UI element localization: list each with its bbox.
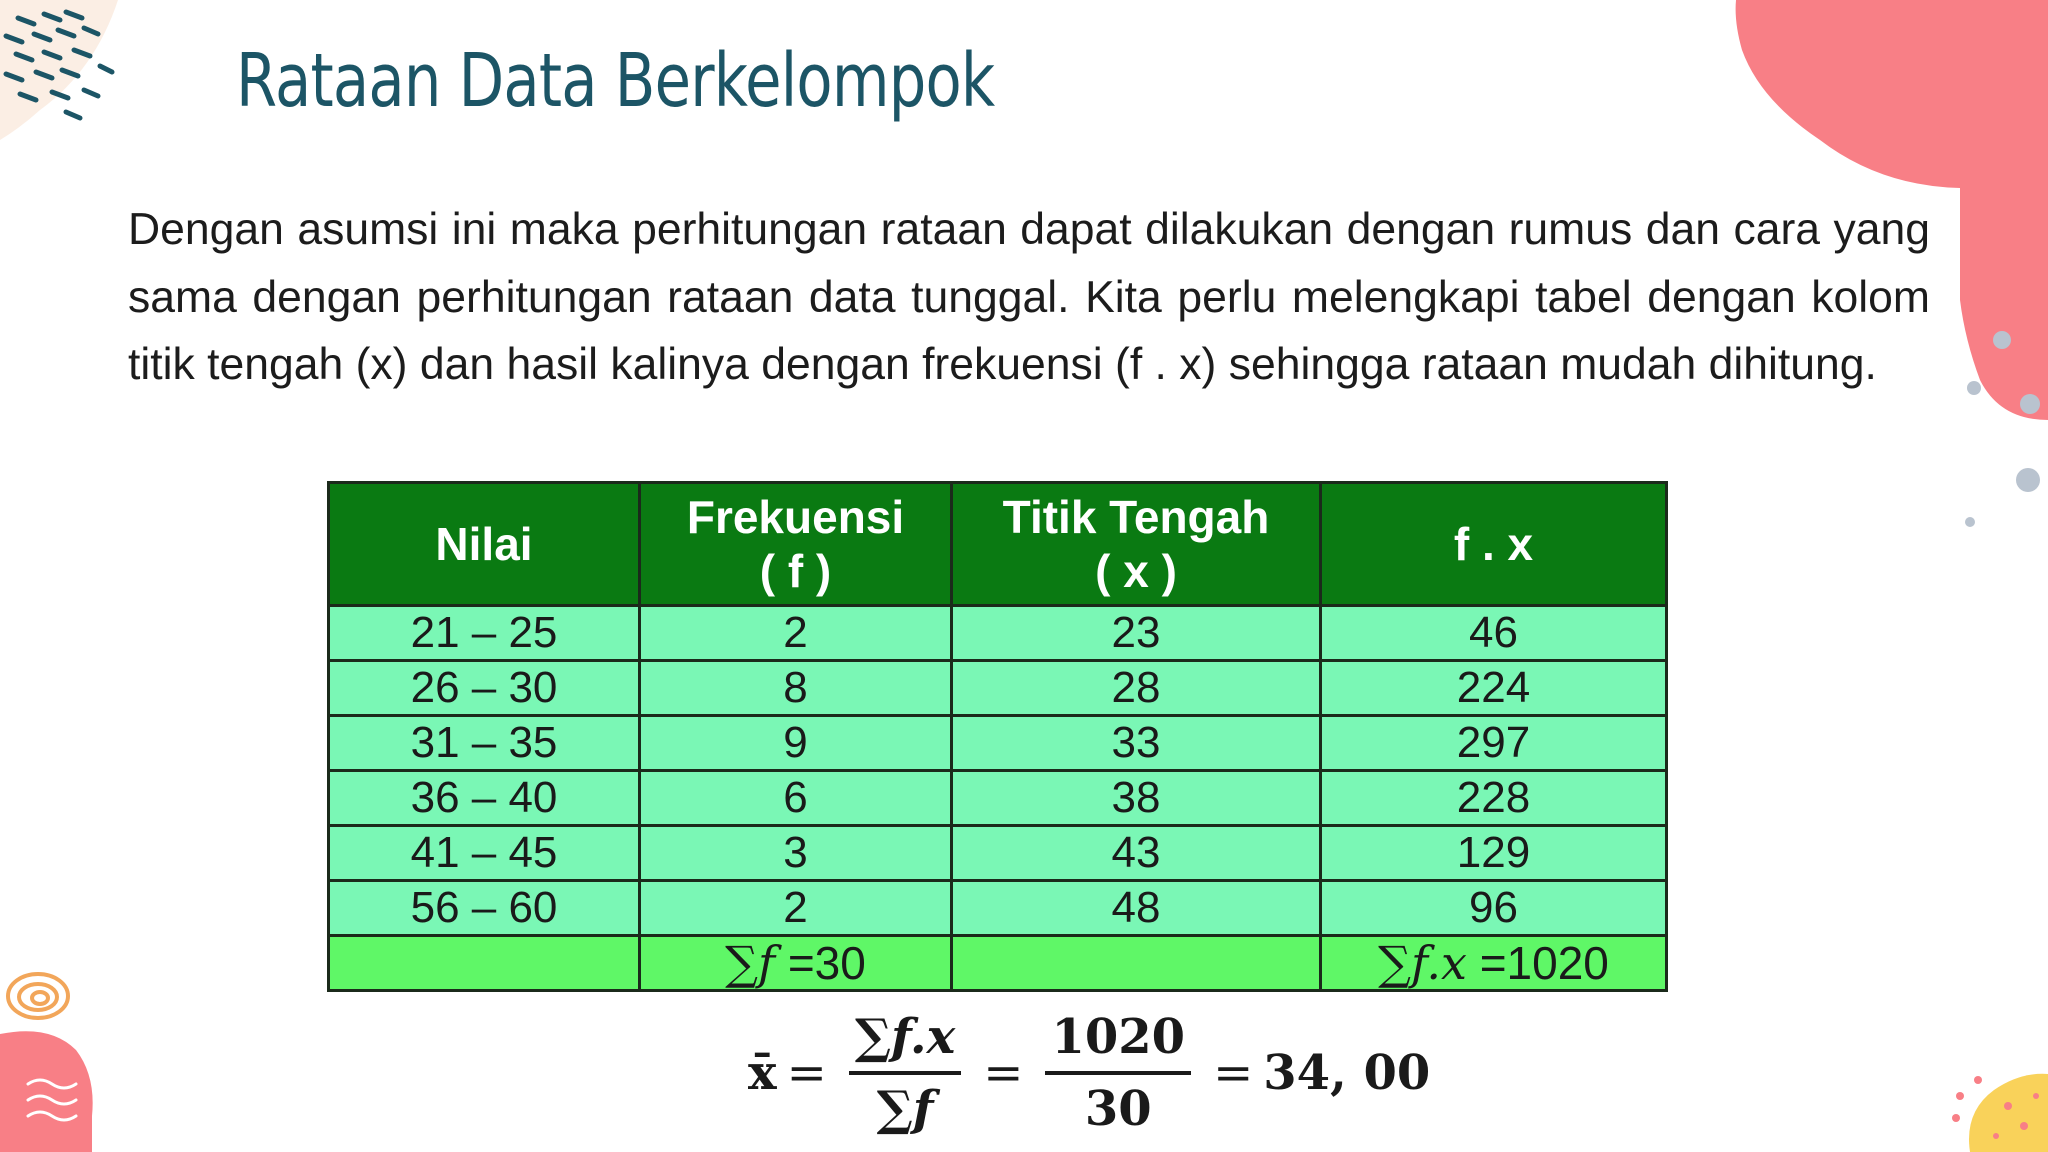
cell-fx: 297: [1321, 716, 1667, 771]
cell-f: 3: [640, 826, 952, 881]
cell-sum-fx: [1321, 936, 1667, 991]
cell-nilai: 36 – 40: [329, 771, 640, 826]
table-row: [329, 716, 1667, 771]
header-frekuensi-line1: Frekuensi: [686, 491, 905, 543]
cell-f: 8: [640, 661, 952, 716]
header-nilai: Nilai: [329, 483, 640, 606]
sigma-symbol: ∑: [854, 1008, 891, 1065]
sigma-symbol: ∑: [725, 936, 758, 990]
frequency-table: [327, 481, 1668, 992]
cell-fx: 46: [1321, 606, 1667, 661]
sigma-symbol: ∑: [876, 1080, 913, 1137]
header-fx: f . x: [1321, 483, 1667, 606]
sum-f-value: =30: [787, 937, 866, 989]
bottom-left-pink-blob: [0, 1030, 100, 1152]
formula-equals: =: [1213, 1044, 1254, 1101]
formula-fraction-numeric: [1045, 1009, 1191, 1137]
cell-nilai: 21 – 25: [329, 606, 640, 661]
body-paragraph: Dengan asumsi ini maka perhitungan rataan dapat dilakukan dengan rumus dan cara yang sama dengan perhitungan rataan data tunggal. Kita perlu melengkapi tabel dengan kolom titik tengah (x) dan hasil kalinya dengan frekuensi (f . x) sehingga rataan mudah dihitung.: [128, 205, 1930, 389]
formula-equals: =: [786, 1044, 827, 1101]
cell-f: 6: [640, 771, 952, 826]
cell-f: 2: [640, 606, 952, 661]
table-total-row: [329, 936, 1667, 991]
cell-fx: 228: [1321, 771, 1667, 826]
formula-xbar: x̄: [748, 1044, 777, 1101]
cell-nilai: 56 – 60: [329, 881, 640, 936]
cell-fx: 96: [1321, 881, 1667, 936]
numerator-variable: f.x: [890, 1008, 956, 1065]
table-row: [329, 606, 1667, 661]
header-titik-tengah: [952, 483, 1321, 606]
sum-fx-variable: f.x: [1410, 936, 1467, 990]
fraction-numerator: [849, 1009, 961, 1075]
cell-f: 2: [640, 881, 952, 936]
table-row: [329, 771, 1667, 826]
cell-sum-f: [640, 936, 952, 991]
cell-nilai: 26 – 30: [329, 661, 640, 716]
cell-nilai: 41 – 45: [329, 826, 640, 881]
cell-f: 9: [640, 716, 952, 771]
swirl-icon: [2, 966, 74, 1026]
sum-f-variable: f: [758, 936, 776, 990]
numeric-denominator: 30: [1084, 1080, 1152, 1137]
cell-fx: 129: [1321, 826, 1667, 881]
header-frekuensi: [640, 483, 952, 606]
fraction-denominator: [877, 1075, 934, 1137]
formula-equals: =: [983, 1044, 1024, 1101]
cell-total-empty: [952, 936, 1321, 991]
top-left-dash-decoration: [0, 0, 140, 140]
cell-total-empty: [329, 936, 640, 991]
mean-formula: [748, 1010, 1430, 1135]
table-row: [329, 826, 1667, 881]
cell-x: 23: [952, 606, 1321, 661]
formula-fraction-symbolic: [849, 1009, 961, 1137]
denominator-variable: f: [912, 1080, 934, 1137]
cell-x: 38: [952, 771, 1321, 826]
cell-fx: 224: [1321, 661, 1667, 716]
cell-x: 48: [952, 881, 1321, 936]
table-header-row: [329, 483, 1667, 606]
cell-x: 28: [952, 661, 1321, 716]
cell-nilai: 31 – 35: [329, 716, 640, 771]
right-grey-dots: [1950, 440, 2048, 540]
bottom-right-yellow-blob: [1948, 1066, 2048, 1152]
header-titik-line1: Titik Tengah: [1002, 491, 1270, 543]
sigma-symbol: ∑: [1378, 936, 1411, 990]
page-title: Rataan Data Berkelompok: [236, 38, 995, 124]
table-row: [329, 881, 1667, 936]
cell-x: 43: [952, 826, 1321, 881]
table-row: [329, 661, 1667, 716]
numeric-numerator: 1020: [1045, 1009, 1191, 1075]
header-frekuensi-line2: ( f ): [759, 545, 832, 597]
sum-fx-value: =1020: [1479, 937, 1609, 989]
formula-result: 34, 00: [1263, 1044, 1431, 1101]
cell-x: 33: [952, 716, 1321, 771]
header-titik-line2: ( x ): [1095, 545, 1177, 597]
